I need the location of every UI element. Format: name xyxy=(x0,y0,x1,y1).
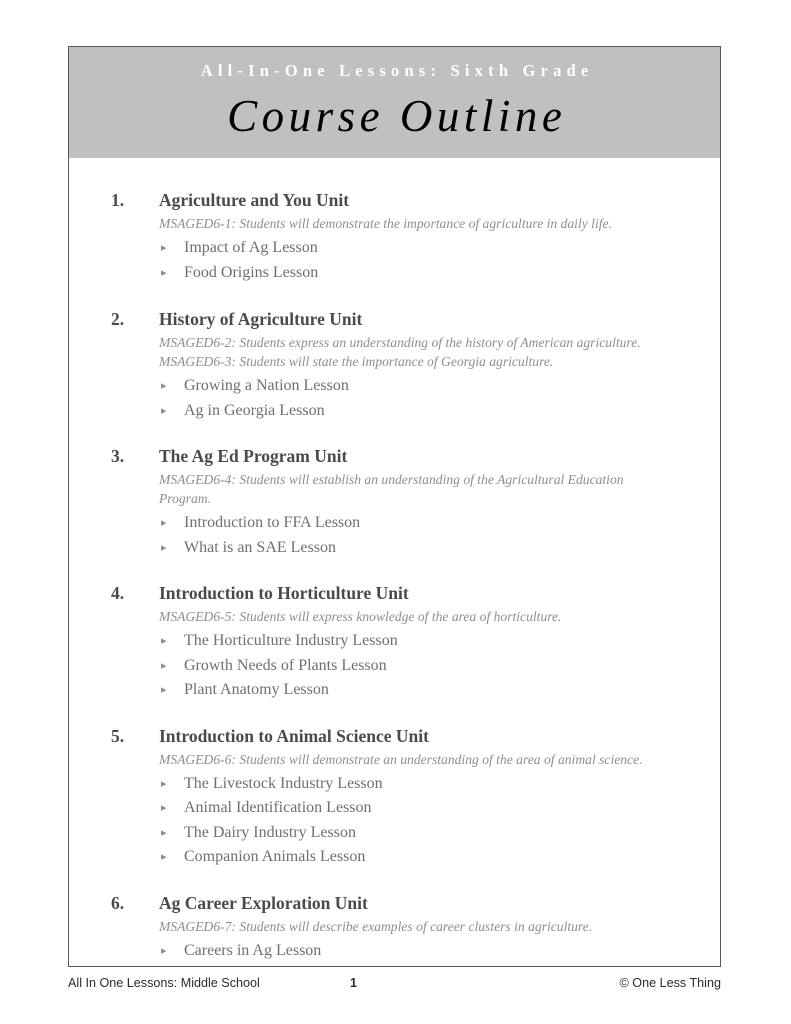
lesson-item xyxy=(159,845,720,870)
unit-standards xyxy=(159,605,720,626)
lesson-item xyxy=(159,399,720,424)
unit-spacer xyxy=(69,285,720,307)
triangle-bullet-icon: ▸ xyxy=(161,266,167,279)
unit-lessons xyxy=(159,233,720,285)
lesson-item xyxy=(159,511,720,536)
lesson-item xyxy=(159,536,720,561)
unit-title: History of Agriculture Unit xyxy=(159,309,363,329)
triangle-bullet-icon: ▸ xyxy=(161,944,167,957)
standard-text: MSAGED6-4: Students will establish an understanding of the Agricultural Education Program. xyxy=(159,472,624,506)
lesson-item xyxy=(159,236,720,261)
unit-spacer xyxy=(69,560,720,581)
lesson-label: Plant Anatomy Lesson xyxy=(184,681,329,698)
unit-heading xyxy=(111,444,720,468)
triangle-bullet-icon: ▸ xyxy=(161,826,167,839)
unit-standards xyxy=(159,331,720,371)
lesson-item xyxy=(159,629,720,654)
page-content-box xyxy=(68,46,721,967)
page-footer xyxy=(68,974,721,996)
lesson-label: Animal Identification Lesson xyxy=(184,799,372,816)
triangle-bullet-icon: ▸ xyxy=(161,777,167,790)
lesson-label: Growing a Nation Lesson xyxy=(184,377,349,394)
lesson-label: Growth Needs of Plants Lesson xyxy=(184,656,387,674)
standard-text: MSAGED6-3: Students will state the importance of Georgia agriculture. xyxy=(159,354,554,369)
lesson-item xyxy=(159,678,720,703)
lesson-item xyxy=(159,654,720,679)
unit-number: 6. xyxy=(111,892,125,913)
unit-number: 1. xyxy=(111,190,125,210)
triangle-bullet-icon: ▸ xyxy=(161,802,167,814)
lesson-label: What is an SAE Lesson xyxy=(184,538,336,556)
triangle-bullet-icon: ▸ xyxy=(161,635,167,647)
unit-spacer xyxy=(69,158,720,188)
course-outline-list xyxy=(69,158,720,963)
unit-title: The Ag Ed Program Unit xyxy=(159,446,348,466)
unit-spacer xyxy=(69,703,720,724)
unit-block xyxy=(69,891,720,964)
standard-text: MSAGED6-1: Students will demonstrate the importance of agriculture in daily life. xyxy=(159,216,612,231)
triangle-bullet-icon: ▸ xyxy=(161,541,167,554)
page-title: Course Outline xyxy=(227,91,567,141)
header-banner xyxy=(69,47,720,158)
lesson-item xyxy=(159,796,720,821)
lesson-label: Ag in Georgia Lesson xyxy=(184,401,325,419)
unit-title: Ag Career Exploration Unit xyxy=(159,892,368,913)
lesson-label: Companion Animals Lesson xyxy=(184,848,366,865)
footer-copyright: © One Less Thing xyxy=(619,976,721,990)
unit-lessons xyxy=(159,508,720,560)
footer-left-text: All In One Lessons: Middle School xyxy=(68,976,260,990)
lesson-label: The Horticulture Industry Lesson xyxy=(184,632,398,649)
triangle-bullet-icon: ▸ xyxy=(161,380,167,392)
unit-lessons xyxy=(159,626,720,703)
lesson-label: The Dairy Industry Lesson xyxy=(184,823,356,841)
standard-text: MSAGED6-7: Students will describe examples of career clusters in agriculture. xyxy=(159,918,593,934)
unit-block xyxy=(69,724,720,870)
lesson-label: Impact of Ag Lesson xyxy=(184,239,318,256)
lesson-label: Careers in Ag Lesson xyxy=(184,941,322,959)
unit-standards xyxy=(159,468,720,508)
triangle-bullet-icon: ▸ xyxy=(161,684,167,696)
triangle-bullet-icon: ▸ xyxy=(161,659,167,672)
unit-heading xyxy=(111,891,720,915)
unit-number: 2. xyxy=(111,309,125,329)
lesson-label: Food Origins Lesson xyxy=(184,263,319,281)
unit-block xyxy=(69,188,720,285)
lesson-item xyxy=(159,772,720,797)
lesson-item xyxy=(159,939,720,964)
unit-heading xyxy=(111,581,720,605)
lesson-item xyxy=(159,821,720,846)
unit-block xyxy=(69,581,720,703)
unit-standards xyxy=(159,915,720,936)
triangle-bullet-icon: ▸ xyxy=(161,404,167,417)
unit-title: Introduction to Horticulture Unit xyxy=(159,583,409,603)
unit-heading xyxy=(111,724,720,748)
unit-spacer xyxy=(69,423,720,444)
unit-spacer xyxy=(69,870,720,891)
unit-number: 3. xyxy=(111,446,125,466)
lesson-item xyxy=(159,374,720,399)
triangle-bullet-icon: ▸ xyxy=(161,242,167,254)
unit-heading xyxy=(111,307,720,331)
header-subtitle: All-In-One Lessons: Sixth Grade xyxy=(200,61,594,80)
triangle-bullet-icon: ▸ xyxy=(161,517,167,529)
unit-title: Agriculture and You Unit xyxy=(159,190,350,210)
unit-standards xyxy=(159,212,720,233)
unit-number: 5. xyxy=(111,725,125,746)
unit-lessons xyxy=(159,371,720,423)
lesson-label: The Livestock Industry Lesson xyxy=(184,774,383,792)
triangle-bullet-icon: ▸ xyxy=(161,851,167,863)
unit-lessons xyxy=(159,936,720,964)
unit-title: Introduction to Animal Science Unit xyxy=(159,725,429,746)
footer-page-number: 1 xyxy=(349,976,357,990)
unit-lessons xyxy=(159,769,720,870)
unit-standards xyxy=(159,748,720,769)
standard-text: MSAGED6-5: Students will express knowledge of the area of horticulture. xyxy=(159,609,562,624)
standard-text: MSAGED6-6: Students will demonstrate an understanding of the area of animal science. xyxy=(159,751,643,767)
lesson-item xyxy=(159,261,720,286)
standard-text: MSAGED6-2: Students express an understanding of the history of American agriculture. xyxy=(159,335,641,350)
unit-heading xyxy=(111,188,720,212)
lesson-label: Introduction to FFA Lesson xyxy=(184,514,361,531)
unit-number: 4. xyxy=(111,583,125,603)
unit-block xyxy=(69,307,720,423)
unit-block xyxy=(69,444,720,560)
